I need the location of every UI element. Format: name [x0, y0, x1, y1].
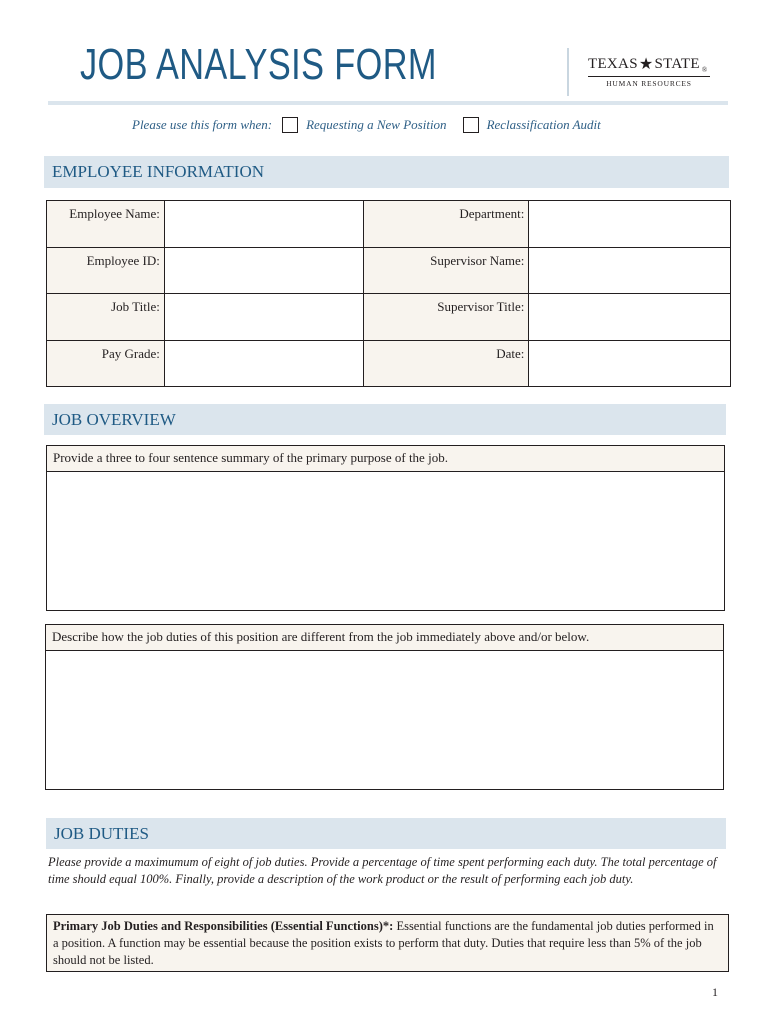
- employee-id-field[interactable]: [164, 247, 363, 294]
- date-field[interactable]: [529, 340, 731, 387]
- employee-info-table: [46, 200, 731, 387]
- star-icon: ★: [638, 56, 654, 73]
- header-divider: [567, 48, 569, 96]
- reclassification-label: Reclassification Audit: [486, 117, 601, 132]
- summary-prompt: Provide a three to four sentence summary of the primary purpose of the job.: [47, 446, 724, 472]
- table-row: [47, 294, 731, 341]
- employee-name-field[interactable]: [164, 201, 363, 248]
- new-position-checkbox[interactable]: [282, 117, 298, 133]
- title-rule: [48, 101, 728, 105]
- pay-grade-label: Pay Grade:: [47, 340, 165, 387]
- logo-state-text: STATE: [654, 55, 700, 72]
- page-title: JOB ANALYSIS FORM: [80, 40, 437, 89]
- table-row: [47, 340, 731, 387]
- logo-rule: [588, 76, 710, 77]
- form-purpose-prompt: Please use this form when:: [132, 117, 273, 132]
- difference-prompt: Describe how the job duties of this position are different from the job immediately above and/or below.: [46, 625, 723, 651]
- form-purpose-row: [132, 117, 601, 133]
- texas-state-logo: [588, 54, 718, 88]
- essential-functions-label: Primary Job Duties and Responsibilities (Essential Functions)*:: [53, 919, 394, 933]
- registered-mark: ®: [701, 66, 708, 74]
- department-label: Department:: [363, 201, 529, 248]
- summary-box: [46, 445, 725, 611]
- job-title-field[interactable]: [164, 294, 363, 341]
- essential-functions-text: Essential functions are the fundamental job duties performed in a position. A function may be essential because the position exists to perform that duty. Duties that require less than 5% of the job should not be listed.: [53, 919, 714, 967]
- job-duties-heading: JOB DUTIES: [46, 818, 726, 849]
- job-overview-heading: JOB OVERVIEW: [44, 404, 726, 435]
- employee-id-label: Employee ID:: [47, 247, 165, 294]
- supervisor-name-label: Supervisor Name:: [363, 247, 529, 294]
- summary-textarea[interactable]: [47, 472, 724, 610]
- pay-grade-field[interactable]: [164, 340, 363, 387]
- job-duties-intro: Please provide a maximumum of eight of job duties. Provide a percentage of time spent performing each duty. The total percentage of time should equal 100%. Finally, provide a description of the work product or the result of performing each job duty.: [48, 855, 717, 886]
- difference-box: [45, 624, 724, 790]
- essential-functions-box: [46, 914, 729, 972]
- table-row: [47, 201, 731, 248]
- table-row: [47, 247, 731, 294]
- logo-subtitle: HUMAN RESOURCES: [606, 79, 692, 88]
- employee-name-label: Employee Name:: [47, 201, 165, 248]
- new-position-label: Requesting a New Position: [306, 117, 447, 132]
- employee-info-heading: EMPLOYEE INFORMATION: [44, 156, 729, 188]
- supervisor-title-field[interactable]: [529, 294, 731, 341]
- department-field[interactable]: [529, 201, 731, 248]
- supervisor-title-label: Supervisor Title:: [363, 294, 529, 341]
- logo-texas-text: TEXAS: [588, 55, 638, 72]
- date-label: Date:: [363, 340, 529, 387]
- job-title-label: Job Title:: [47, 294, 165, 341]
- page-number: 1: [712, 985, 718, 999]
- supervisor-name-field[interactable]: [529, 247, 731, 294]
- difference-textarea[interactable]: [46, 651, 723, 789]
- reclassification-checkbox[interactable]: [463, 117, 479, 133]
